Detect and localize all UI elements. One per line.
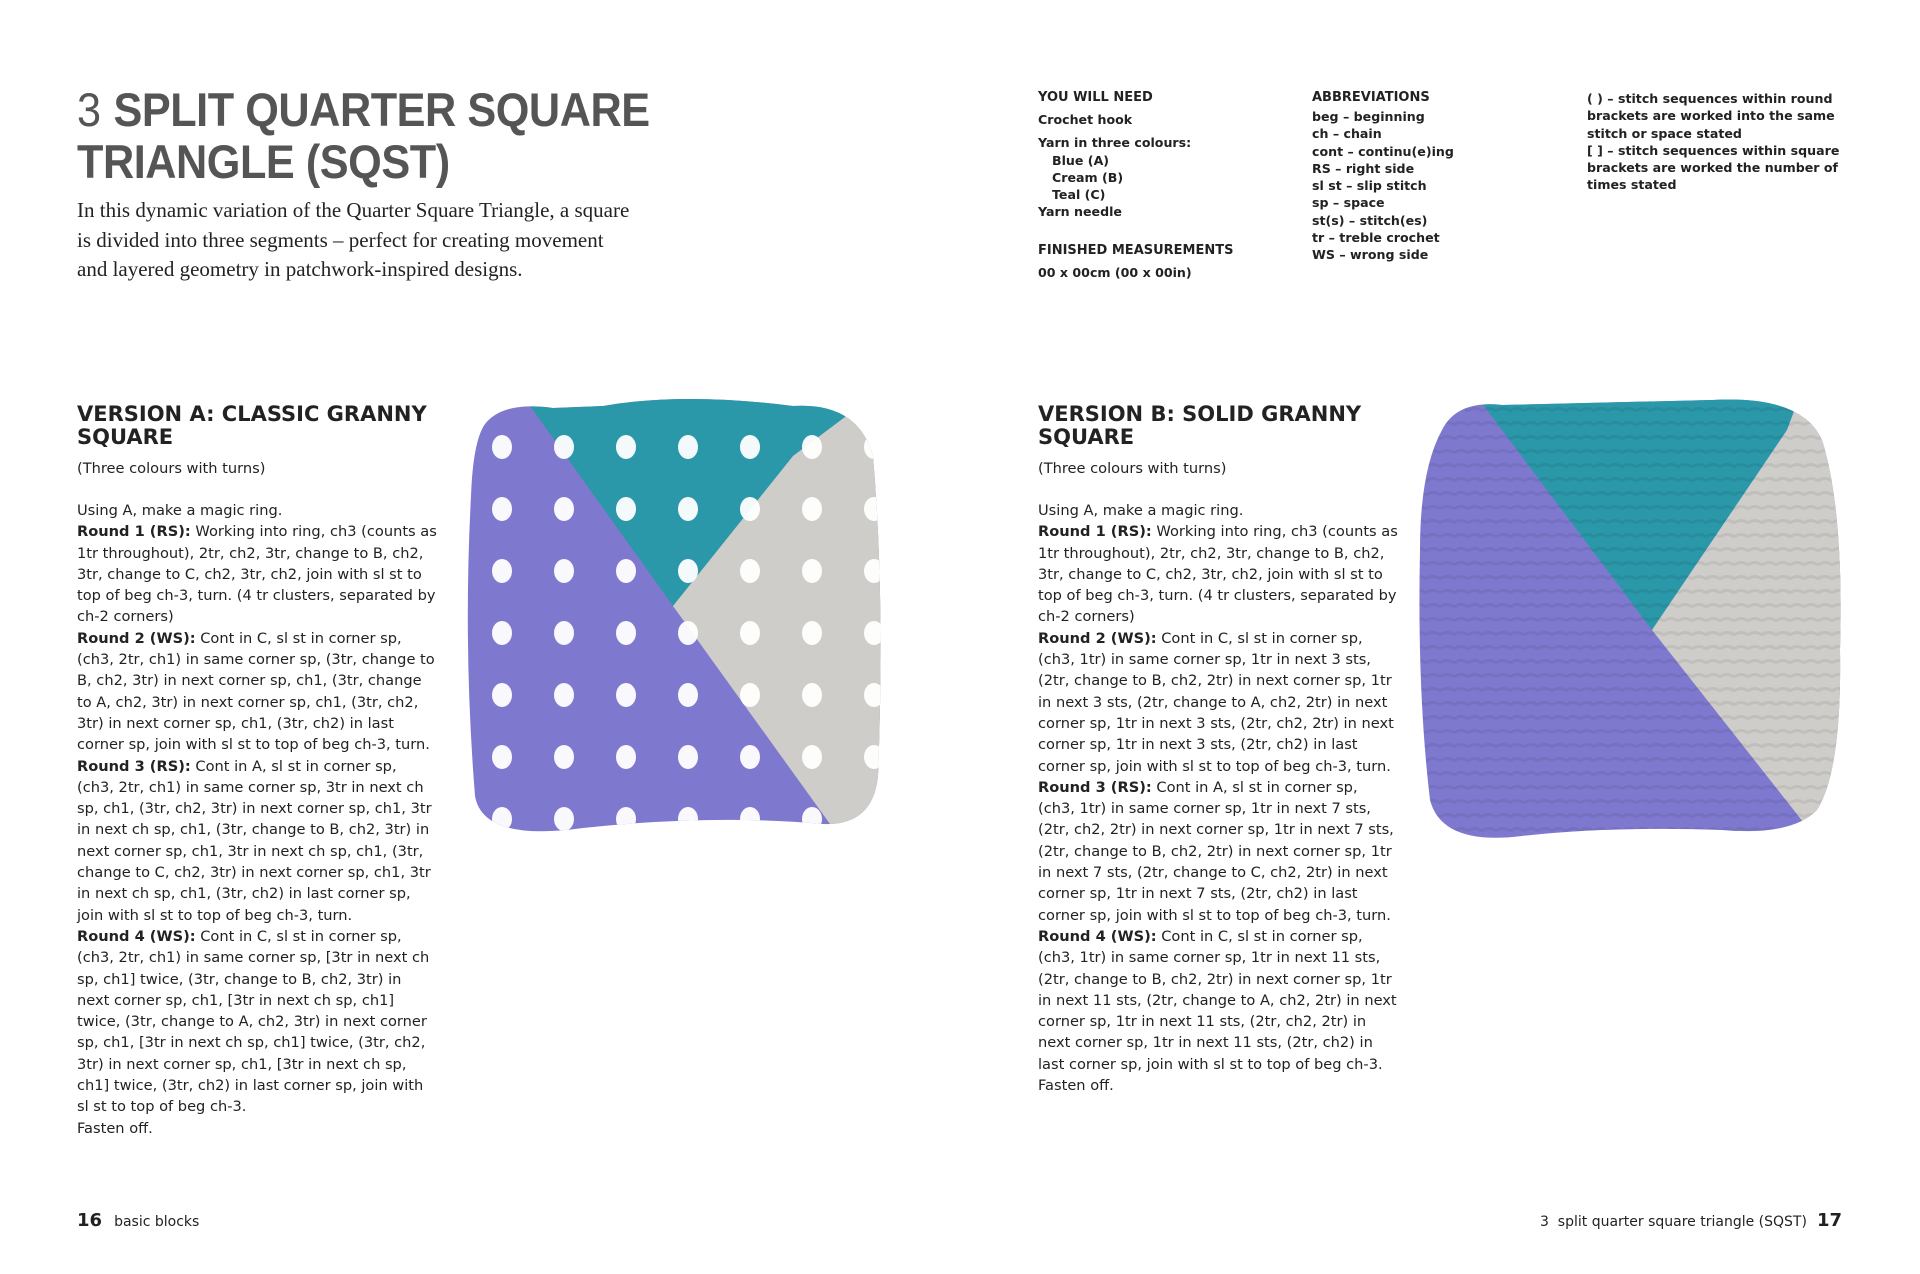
round-text: Cont in C, sl st in corner sp, (ch3, 1tr) in same corner sp, 1tr in next 3 sts, (2tr, change to B, ch2, 2tr) in next corner sp, 1tr in next 3 sts, (2tr, change to A, ch2, 2tr) in next corner sp, 1tr in next 3 sts, (2tr, ch2, 2tr) in next corner sp, 1tr in next 3 sts, (2tr, ch2) in last corner sp, join with sl st to top of beg ch-3, turn. [1038,629,1394,775]
colour-c: Teal (C) [1052,187,1106,203]
pattern-number: 3 [77,83,101,136]
need-item: Yarn in three colours: [1038,135,1192,151]
intro-paragraph: In this dynamic variation of the Quarter Square Triangle, a square is divided into three segments – perfect for creating movement and layered geometry in patchwork-inspired designs. [77,198,630,281]
abbreviation-item: RS – right side [1312,160,1415,176]
round-2 [1038,628,1398,777]
round-label: Round 3 (RS): [77,757,191,775]
round-3 [77,756,437,926]
round-1 [1038,521,1398,627]
title-line-2: TRIANGLE (SQST) [77,135,450,188]
abbreviation-item: cont – continu(e)ing [1312,143,1454,159]
abbreviations-section [1312,90,1552,264]
version-b-name: SOLID GRANNY SQUARE [1038,402,1362,449]
page-number-left: 16 [77,1210,103,1231]
section-name-right: 3 split quarter square triangle (SQST) [1539,1214,1807,1230]
round-4 [1038,926,1398,1075]
round-label: Round 2 (WS): [1038,629,1157,647]
instruction-end: Fasten off. [77,1119,153,1137]
version-b-instructions [1038,500,1398,1096]
abbreviation-item: beg – beginning [1312,109,1425,124]
round-text: Cont in A, sl st in corner sp, (ch3, 1tr) in same corner sp, 1tr in next 7 sts, (2tr, ch2, 2tr) in next corner sp, 1tr in next 7 sts, (2tr, change to B, ch2, 2tr) in next corner sp, 1tr in next 7 sts, (2tr, change to C, ch2, 2tr) in next corner sp, 1tr in next 7 sts, (2tr, ch2) in last corner sp, join with sl st to top of beg ch-3, turn. [1038,778,1394,924]
round-text: Cont in C, sl st in corner sp, (ch3, 2tr, ch1) in same corner sp, (3tr, change to B, ch2, 3tr) in next corner sp, ch1, (3tr, change to A, ch2, 3tr) in next corner sp, ch1, (3tr, ch2, 3tr) in next corner sp, ch1, (3tr, ch2) in last corner sp, join with sl st to top of beg ch-3, turn. [77,629,435,754]
round-1 [77,521,437,627]
bracket-notes [1587,90,1847,194]
colour-b: Cream (B) [1052,169,1124,185]
need-item: Yarn needle [1038,204,1122,220]
round-text: Working into ring, ch3 (counts as 1tr throughout), 2tr, ch2, 3tr, change to B, ch2, 3tr, change to C, ch2, 3tr, ch2, join with sl st to top of beg ch-3, turn. (4 tr clusters, separated by ch-2 corners) [1038,523,1398,626]
round-text: Working into ring, ch3 (counts as 1tr throughout), 2tr, ch2, 3tr, change to B, ch2, 3tr, change to C, ch2, 3tr, ch2, join with sl st to top of beg ch-3, turn. (4 tr clusters, separated by ch-2 corners) [77,523,437,626]
square-bracket-note: [ ] – stitch sequences within square brackets are worked the number of times stated [1587,142,1840,193]
instruction-intro: Using A, make a magic ring. [77,502,283,519]
round-label: Round 2 (WS): [77,629,196,647]
version-a-instructions [77,500,437,1139]
version-a-section [77,403,437,1139]
measurements-heading: FINISHED MEASUREMENTS [1038,242,1234,258]
version-b-label: VERSION B: [1038,402,1183,426]
yarn-segments [1412,390,1844,846]
version-a-name: CLASSIC GRANNY SQUARE [77,402,427,449]
round-text: Cont in C, sl st in corner sp, (ch3, 2tr, ch1) in same corner sp, [3tr in next ch sp, ch1] twice, (3tr, change to B, ch2, 3tr) in next corner sp, ch1, [3tr in next ch sp, ch1] twice, (3tr, change to A, ch2, 3tr) in next corner sp, ch1, [3tr in next ch sp, ch1] twice, (3tr, ch2, 3tr) in next corner sp, ch1, [3tr in next ch sp, ch1] twice, (3tr, ch2) in last corner sp, join with sl st to top of beg ch-3. [77,927,430,1116]
abbreviation-item: tr – treble crochet [1312,230,1440,246]
abbreviation-item: sl st – slip stitch [1312,178,1427,194]
version-b-subtitle: (Three colours with turns) [1038,460,1227,477]
page-number-right: 17 [1816,1210,1842,1231]
round-3 [1038,777,1398,926]
abbreviations-heading: ABBREVIATIONS [1312,90,1430,105]
abbreviation-item: WS – wrong side [1312,247,1429,263]
title-line-1: SPLIT QUARTER SQUARE [113,83,650,136]
round-bracket-note: ( ) – stitch sequences within round brackets are worked into the same stitch or space stated [1587,91,1835,141]
yarn-segments [463,396,887,842]
classic-granny-square-photo [463,396,887,842]
round-text: Cont in C, sl st in corner sp, (ch3, 1tr) in same corner sp, 1tr in next 11 sts, (2tr, change to B, ch2, 2tr) in next corner sp, 1tr in next 11 sts, (2tr, change to A, ch2, 2tr) in next corner sp, 1tr in next 11 sts, (2tr, ch2, 2tr) in next corner sp, 1tr in next 11 sts, (2tr, ch2) in last corner sp, join with sl st to top of beg ch-3. [1038,927,1397,1073]
round-label: Round 1 (RS): [77,523,191,541]
footer-right [1540,1210,1842,1231]
you-will-need-heading: YOU WILL NEED [1038,90,1153,105]
section-name-left: basic blocks [114,1214,200,1230]
round-label: Round 3 (RS): [1038,778,1152,796]
round-label: Round 4 (WS): [77,927,196,945]
round-4 [77,926,437,1118]
round-label: Round 1 (RS): [1038,523,1152,541]
page-title [77,84,666,188]
instruction-end: Fasten off. [1038,1077,1114,1095]
round-text: Cont in A, sl st in corner sp, (ch3, 2tr, ch1) in same corner sp, 3tr in next ch sp, ch1, (3tr, ch2, 3tr) in next corner sp, ch1, 3tr in next ch sp, ch1, (3tr, change to B, ch2, 3tr) in next corner sp, ch1, 3tr in next ch sp, ch1, (3tr, change to C, ch2, 3tr) in next corner sp, ch1, 3tr in next ch sp, ch1, (3tr, ch2) in last corner sp, join with sl st to top of beg ch-3, turn. [77,757,432,924]
need-item: Crochet hook [1038,112,1133,127]
you-will-need-section [1038,90,1278,281]
version-a-heading [77,403,437,449]
version-b-heading [1038,403,1398,449]
footer-left [77,1210,199,1231]
abbreviation-item: sp – space [1312,195,1385,211]
solid-granny-square-photo [1412,390,1844,846]
colour-a: Blue (A) [1052,152,1110,168]
version-b-section [1038,403,1398,1096]
round-label: Round 4 (WS): [1038,927,1157,945]
measurements-value: 00 x 00cm (00 x 00in) [1038,264,1192,280]
abbreviation-item: st(s) – stitch(es) [1312,212,1428,228]
version-a-label: VERSION A: [77,402,222,426]
round-2 [77,628,437,756]
abbreviation-item: ch – chain [1312,126,1382,142]
instruction-intro: Using A, make a magic ring. [1038,502,1244,519]
version-a-subtitle: (Three colours with turns) [77,460,266,477]
